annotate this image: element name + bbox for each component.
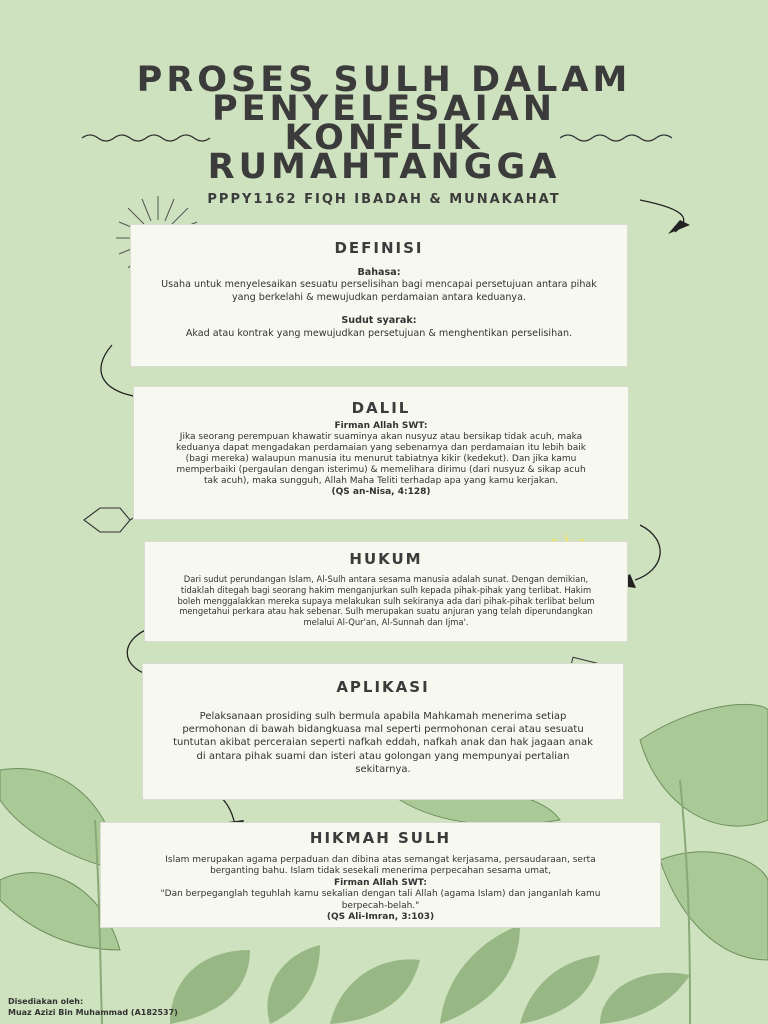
footer-author: Muaz Azizi Bin Muhammad (A182537) bbox=[8, 1008, 178, 1017]
hukum-card bbox=[144, 541, 628, 642]
course-subtitle: PPPY1162 FIQH IBADAH & MUNAKAHAT bbox=[207, 192, 561, 207]
syarak-text: Akad atau kontrak yang mewujudkan persetujuan & menghentikan perselisihan. bbox=[185, 327, 573, 339]
footer-credits bbox=[8, 996, 178, 1018]
dalil-firman-label: Firman Allah SWT: bbox=[334, 421, 428, 431]
aplikasi-text: Pelaksanaan prosiding sulh bermula apabila Mahkamah menerima setiap permohonan di bawah bidangkuasa mal seperti permohonan cerai atau sesuatu tuntutan akibat perceraian seperti nafkah eddah, nafkah anak dan hak jagaan anak di antara pihak suami dan isteri atau golongan yang mempunyai pertalian sekitarnya. bbox=[173, 711, 593, 775]
bahasa-text: Usaha untuk menyelesaikan sesuatu perselisihan bagi mencapai persetujuan antara pihak yang berkelahi & mewujudkan perdamaian antara keduanya. bbox=[161, 279, 597, 303]
dalil-card bbox=[133, 386, 629, 520]
title-line-3: KONFLIK bbox=[284, 118, 484, 158]
title-line-1: PROSES SULH DALAM bbox=[136, 60, 632, 100]
hikmah-reference: (QS Ali-Imran, 3:103) bbox=[326, 912, 435, 923]
aplikasi-heading: APLIKASI bbox=[336, 678, 430, 696]
hikmah-text: Islam merupakan agama perpaduan dan dibina atas semangat kerjasama, persaudaraan, serta berganting bahu. Islam tidak sesekali menerima perpecahan sesama umat, bbox=[165, 855, 596, 877]
hikmah-heading: HIKMAH SULH bbox=[309, 829, 452, 847]
dark-leaf-illustration bbox=[170, 925, 690, 1024]
definisi-heading: DEFINISI bbox=[334, 239, 424, 257]
arrow-curve-3 bbox=[635, 525, 660, 580]
syarak-label: Sudut syarak: bbox=[341, 315, 417, 327]
dalil-reference: (QS an-Nisa, 4:128) bbox=[331, 487, 431, 497]
definisi-card bbox=[130, 224, 628, 367]
hukum-heading: HUKUM bbox=[349, 550, 423, 568]
hikmah-quote: "Dan berpeganglah teguhlah kamu sekalian dengan tali Allah (agama Islam) dan janganlah kamu berpecah-belah." bbox=[160, 889, 601, 911]
dalil-text: Jika seorang perempuan khawatir suaminya akan nusyuz atau bersikap tidak acuh, maka keduanya dapat mengadakan perdamaian yang sebenarnya dan perdamaian itu lebih baik (bagi mereka) walaupun manusia itu menurut tabiatnya kikir (kedekut). Dan jika kamu memperbaiki (pergaulan dengan isterimu) & memelihara dirimu (dari nusyuz & sikap acuh tak acuh), maka sungguh, Allah Maha Teliti terhadap apa yang kamu kerjakan. bbox=[176, 432, 586, 486]
dalil-heading: DALIL bbox=[351, 399, 411, 417]
title-line-2: PENYELESAIAN bbox=[211, 89, 556, 129]
hukum-text: Dari sudut perundangan Islam, Al-Sulh antara sesama manusia adalah sunat. Dengan demikian, tidaklah ditegah bagi seorang hakim menganjurkan sulh kepada pihak-pihak yang terlibat. Hakim boleh menggalakkan mereka supaya melakukan sulh sekiranya ada dari pihak-pihak terlibat belum mengetahui perkara atau hak sebenar. Sulh merupakan suatu anjuran yang telah diperundangkan melalui Al-Qur'an, Al-Sunnah dan Ijma'. bbox=[177, 574, 595, 628]
hikmah-firman-label: Firman Allah SWT: bbox=[333, 877, 428, 888]
bahasa-label: Bahasa: bbox=[357, 267, 401, 278]
arrow-head-1 bbox=[668, 220, 690, 234]
page-title bbox=[0, 60, 768, 187]
footer-label: Disediakan oleh: bbox=[8, 997, 84, 1006]
hikmah-card bbox=[100, 822, 661, 928]
title-line-4: RUMAHTANGGA bbox=[207, 147, 561, 187]
aplikasi-card bbox=[142, 663, 624, 800]
